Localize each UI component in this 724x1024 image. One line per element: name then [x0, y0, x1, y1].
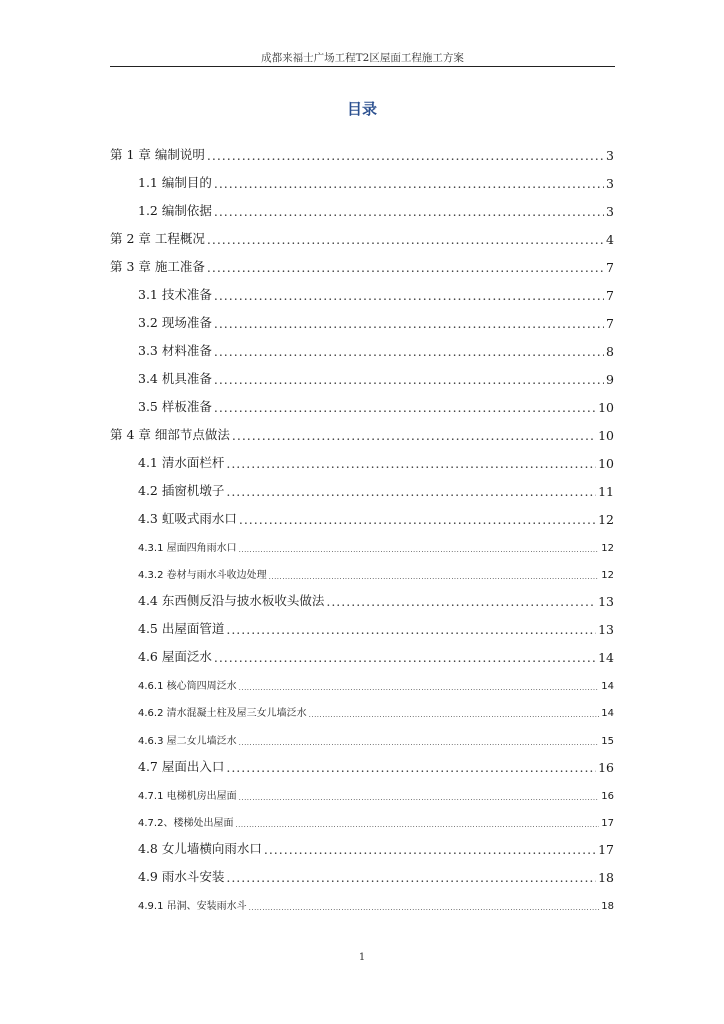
- toc-entry[interactable]: [138, 285, 614, 303]
- toc-entry-page: 12: [601, 543, 614, 554]
- toc-entry-label: 4.6 屋面泛水: [138, 649, 212, 664]
- toc-entry[interactable]: [138, 647, 614, 665]
- toc-entry[interactable]: [138, 369, 614, 387]
- toc-entry-label: 3.5 样板准备: [138, 399, 212, 414]
- toc-entry-label: 4.6.3 屋二女儿墙泛水: [138, 736, 237, 747]
- dot-leader: [207, 148, 604, 163]
- toc-entry[interactable]: [138, 591, 614, 609]
- toc-entry[interactable]: [138, 453, 614, 471]
- toc-entry-page: 8: [606, 344, 614, 359]
- dot-leader: [226, 760, 596, 775]
- toc-entry-label: 4.8 女儿墙横向雨水口: [138, 841, 262, 856]
- toc-entry[interactable]: [110, 257, 614, 275]
- toc-entry-page: 10: [598, 400, 614, 415]
- toc-entry-label: 4.3.2 卷材与雨水斗收边处理: [138, 570, 267, 581]
- toc-entry-label: 4.7.1 电梯机房出屋面: [138, 791, 237, 802]
- toc-entry-label: 4.4 东西侧反沿与披水板收头做法: [138, 593, 325, 608]
- toc-entry-label: 4.7.2、楼梯处出屋面: [138, 818, 234, 829]
- dot-leader: [326, 594, 596, 609]
- dot-leader: [226, 870, 596, 885]
- toc-entry-page: 17: [598, 842, 614, 857]
- toc-entry[interactable]: [138, 839, 614, 857]
- dot-leader: [226, 484, 596, 499]
- toc-entry-label: 4.5 出屋面管道: [138, 621, 225, 636]
- dot-leader: [239, 546, 600, 554]
- toc-entry-label: 1.1 编制目的: [138, 175, 212, 190]
- toc-entry-label: 第 2 章 工程概况: [110, 231, 205, 246]
- dot-leader: [226, 622, 596, 637]
- dot-leader: [214, 316, 604, 331]
- toc-entry-page: 18: [601, 901, 614, 912]
- toc-entry[interactable]: [138, 201, 614, 219]
- toc-entry-label: 3.2 现场准备: [138, 315, 212, 330]
- dot-leader: [214, 288, 604, 303]
- dot-leader: [235, 821, 599, 829]
- toc-entry-page: 14: [598, 650, 614, 665]
- toc-entry-page: 3: [606, 204, 614, 219]
- toc-entry-page: 14: [601, 708, 614, 719]
- toc-entry-page: 13: [598, 594, 614, 609]
- dot-leader: [214, 372, 604, 387]
- toc-entry-label: 1.2 编制依据: [138, 203, 212, 218]
- toc-entry[interactable]: [110, 145, 614, 163]
- toc-entry-label: 4.6.1 核心筒四周泛水: [138, 681, 237, 692]
- dot-leader: [309, 711, 600, 719]
- running-header: 成都来福士广场工程T2区屋面工程施工方案: [261, 52, 464, 64]
- toc-entry[interactable]: [138, 784, 614, 802]
- page-number: 1: [358, 952, 366, 963]
- dot-leader: [226, 456, 596, 471]
- toc-entry-page: 3: [606, 176, 614, 191]
- toc-entry[interactable]: [138, 313, 614, 331]
- toc-entry-page: 7: [606, 288, 614, 303]
- toc-entry-label: 4.9.1 吊洞、安装雨水斗: [138, 901, 247, 912]
- toc-entry-page: 12: [601, 570, 614, 581]
- toc-entry-page: 10: [598, 456, 614, 471]
- toc-entry-label: 4.7 屋面出入口: [138, 759, 225, 774]
- toc-entry[interactable]: [138, 619, 614, 637]
- dot-leader: [239, 794, 600, 802]
- toc-title: 目录: [346, 100, 377, 118]
- toc-entry[interactable]: [138, 729, 614, 747]
- toc-entry-label: 4.6.2 清水混凝土柱及屋三女儿墙泛水: [138, 708, 307, 719]
- toc-entry[interactable]: [110, 425, 614, 443]
- toc-entry[interactable]: [138, 674, 614, 692]
- toc-entry-page: 18: [598, 870, 614, 885]
- dot-leader: [249, 904, 600, 912]
- toc-entry[interactable]: [138, 173, 614, 191]
- dot-leader: [214, 344, 604, 359]
- toc-entry-label: 4.1 清水面栏杆: [138, 455, 225, 470]
- toc-entry[interactable]: [138, 757, 614, 775]
- toc-entry-page: 12: [598, 512, 614, 527]
- toc-entry[interactable]: [138, 397, 614, 415]
- toc-entry[interactable]: [138, 894, 614, 912]
- toc-entry-label: 第 3 章 施工准备: [110, 259, 205, 274]
- toc-entry-page: 7: [606, 260, 614, 275]
- toc-entry-label: 4.3.1 屋面四角雨水口: [138, 543, 237, 554]
- dot-leader: [214, 176, 604, 191]
- dot-leader: [239, 739, 600, 747]
- toc-entry[interactable]: [138, 811, 614, 829]
- dot-leader: [207, 232, 604, 247]
- dot-leader: [214, 204, 604, 219]
- toc-entry-page: 7: [606, 316, 614, 331]
- toc-entry-page: 3: [606, 148, 614, 163]
- toc-entry-page: 11: [598, 484, 614, 499]
- dot-leader: [239, 512, 596, 527]
- toc-entry-label: 4.2 插窗机墩子: [138, 483, 225, 498]
- dot-leader: [207, 260, 604, 275]
- toc-entry[interactable]: [138, 563, 614, 581]
- toc-entry-page: 14: [601, 681, 614, 692]
- toc-entry-page: 4: [606, 232, 614, 247]
- toc-entry-label: 第 4 章 细部节点做法: [110, 427, 230, 442]
- dot-leader: [214, 650, 596, 665]
- toc-entry-label: 4.9 雨水斗安装: [138, 869, 225, 884]
- dot-leader: [264, 842, 596, 857]
- dot-leader: [239, 684, 600, 692]
- toc-entry-label: 3.1 技术准备: [138, 287, 212, 302]
- dot-leader: [232, 428, 596, 443]
- toc-entry[interactable]: [138, 481, 614, 499]
- toc-entry[interactable]: [110, 229, 614, 247]
- toc-entry[interactable]: [138, 867, 614, 885]
- toc-entry-page: 16: [598, 760, 614, 775]
- dot-leader: [214, 400, 596, 415]
- toc-entry-label: 3.4 机具准备: [138, 371, 212, 386]
- toc-entry[interactable]: [138, 536, 614, 554]
- toc-entry-page: 15: [601, 736, 614, 747]
- dot-leader: [269, 573, 600, 581]
- toc-entry-page: 17: [601, 818, 614, 829]
- toc-entry-label: 第 1 章 编制说明: [110, 147, 205, 162]
- toc-entry[interactable]: [138, 509, 614, 527]
- toc-entry-page: 10: [598, 428, 614, 443]
- toc-entry-page: 13: [598, 622, 614, 637]
- toc-entry-page: 16: [601, 791, 614, 802]
- toc-entry-label: 3.3 材料准备: [138, 343, 212, 358]
- toc-entry-page: 9: [606, 372, 614, 387]
- toc-entry[interactable]: [138, 341, 614, 359]
- toc-entry-label: 4.3 虹吸式雨水口: [138, 511, 237, 526]
- toc-entry[interactable]: [138, 701, 614, 719]
